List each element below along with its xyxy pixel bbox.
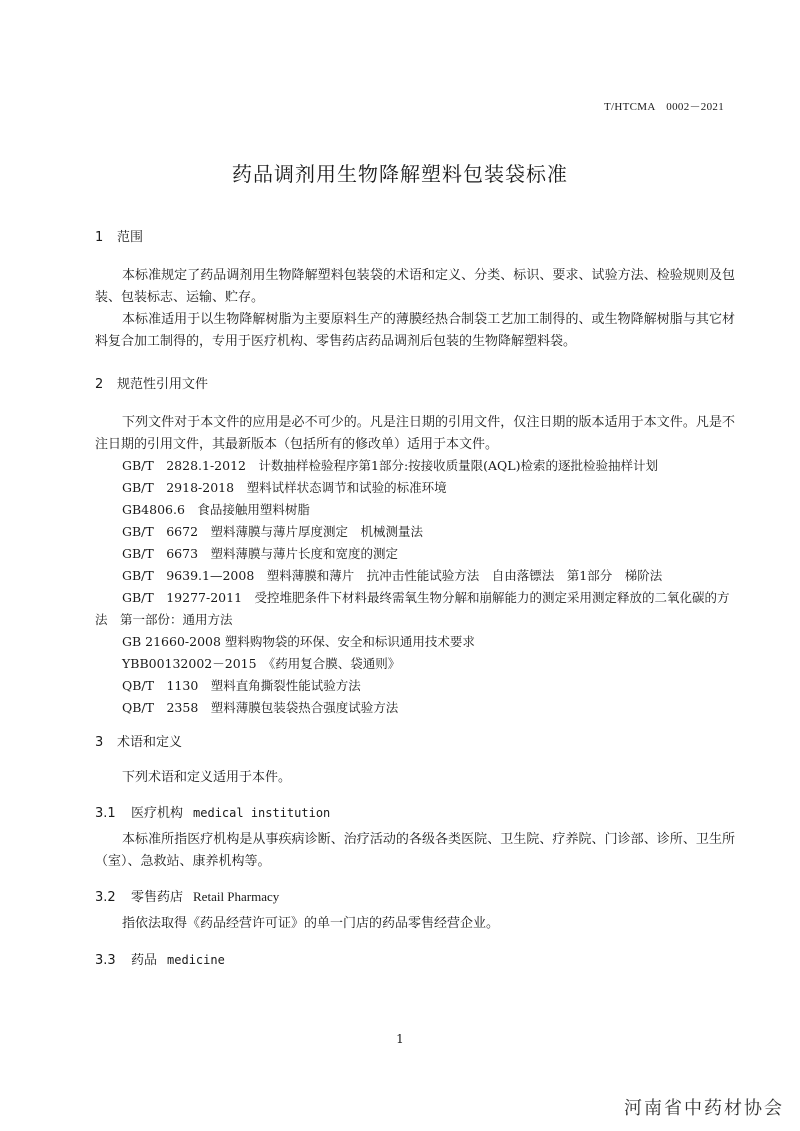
term-3-2-heading [95, 886, 279, 905]
term-3-2-definition: 指依法取得《药品经营许可证》的单一门店的药品零售经营企业。 [122, 916, 500, 931]
section-3-intro: 下列术语和定义适用于本件。 [122, 770, 292, 785]
reference-item: GB/T 6672 塑料薄膜与薄片厚度测定 机械测量法 [122, 524, 424, 539]
term-3-1-cn: 医疗机构 [131, 806, 184, 821]
document-title: 药品调剂用生物降解塑料包装袋标准 [232, 162, 568, 186]
reference-item: YBB00132002－2015 《药用复合膜、袋通则》 [122, 656, 401, 671]
section-1-title: 范围 [117, 230, 144, 245]
section-2-intro: 下列文件对于本文件的应用是必不可少的。凡是注日期的引用文件，仅注日期的版本适用于本文件。凡是不注日期的引用文件，其最新版本（包括所有的修改单）适用于本文件。 [95, 415, 735, 452]
reference-item: GB/T 2918-2018 塑料试样状态调节和试验的标准环境 [122, 480, 447, 495]
term-3-3-en: medicine [167, 953, 225, 967]
reference-item: GB/T 6673 塑料薄膜与薄片长度和宽度的测定 [122, 546, 399, 561]
section-1-number: 1 [95, 230, 104, 245]
reference-item: GB/T 9639.1—2008 塑料薄膜和薄片 抗冲击性能试验方法 自由落镖法 第1部分 梯阶法 [122, 568, 663, 583]
page-number: 1 [396, 1032, 404, 1046]
reference-item: GB/T 2828.1-2012 计数抽样检验程序第1部分:按接收质量限(AQL)检索的逐批检验抽样计划 [122, 458, 658, 473]
section-3-heading [95, 731, 182, 750]
term-3-1-definition: 本标准所指医疗机构是从事疾病诊断、治疗活动的各级各类医院、卫生院、疗养院、门诊部、诊所、卫生所（室）、急救站、康养机构等。 [95, 832, 735, 869]
term-3-3-cn: 药品 [131, 953, 158, 968]
reference-item: QB/T 2358 塑料薄膜包装袋热合强度试验方法 [122, 700, 399, 715]
term-3-3-heading [95, 949, 225, 968]
term-3-1-heading [95, 802, 330, 821]
section-2-title: 规范性引用文件 [117, 377, 209, 392]
section-2-heading [95, 373, 208, 392]
term-3-3-number: 3.3 [95, 953, 116, 968]
term-3-2-cn: 零售药店 [131, 890, 184, 905]
term-3-1-en: medical institution [193, 806, 331, 820]
section-1-paragraph-1: 本标准规定了药品调剂用生物降解塑料包装袋的术语和定义、分类、标识、要求、试验方法、检验规则及包装、包装标志、运输、贮存。 [95, 268, 735, 305]
standard-code: T/HTCMA 0002－2021 [604, 101, 724, 113]
reference-item: QB/T 1130 塑料直角撕裂性能试验方法 [122, 678, 361, 693]
section-1-paragraph-2: 本标准适用于以生物降解树脂为主要原料生产的薄膜经热合制袋工艺加工制得的、或生物降解树脂与其它材料复合加工制得的，专用于医疗机构、零售药店药品调剂后包装的生物降解塑料袋。 [95, 312, 735, 349]
term-3-2-en: Retail Pharmacy [193, 889, 280, 904]
term-3-2-number: 3.2 [95, 890, 116, 905]
reference-item: GB 21660-2008 塑料购物袋的环保、安全和标识通用技术要求 [122, 634, 475, 649]
reference-item: GB4806.6 食品接触用塑料树脂 [122, 502, 310, 517]
section-2-number: 2 [95, 377, 104, 392]
reference-item: GB/T 19277-2011 受控堆肥条件下材料最终需氧生物分解和崩解能力的测定采用测定释放的二氧化碳的方法 第一部份：通用方法 [95, 590, 730, 627]
section-3-number: 3 [95, 735, 104, 750]
section-1-heading [95, 226, 143, 245]
term-3-1-number: 3.1 [95, 806, 116, 821]
section-3-title: 术语和定义 [117, 735, 183, 750]
footer-organization: 河南省中药材协会 [624, 1098, 784, 1119]
